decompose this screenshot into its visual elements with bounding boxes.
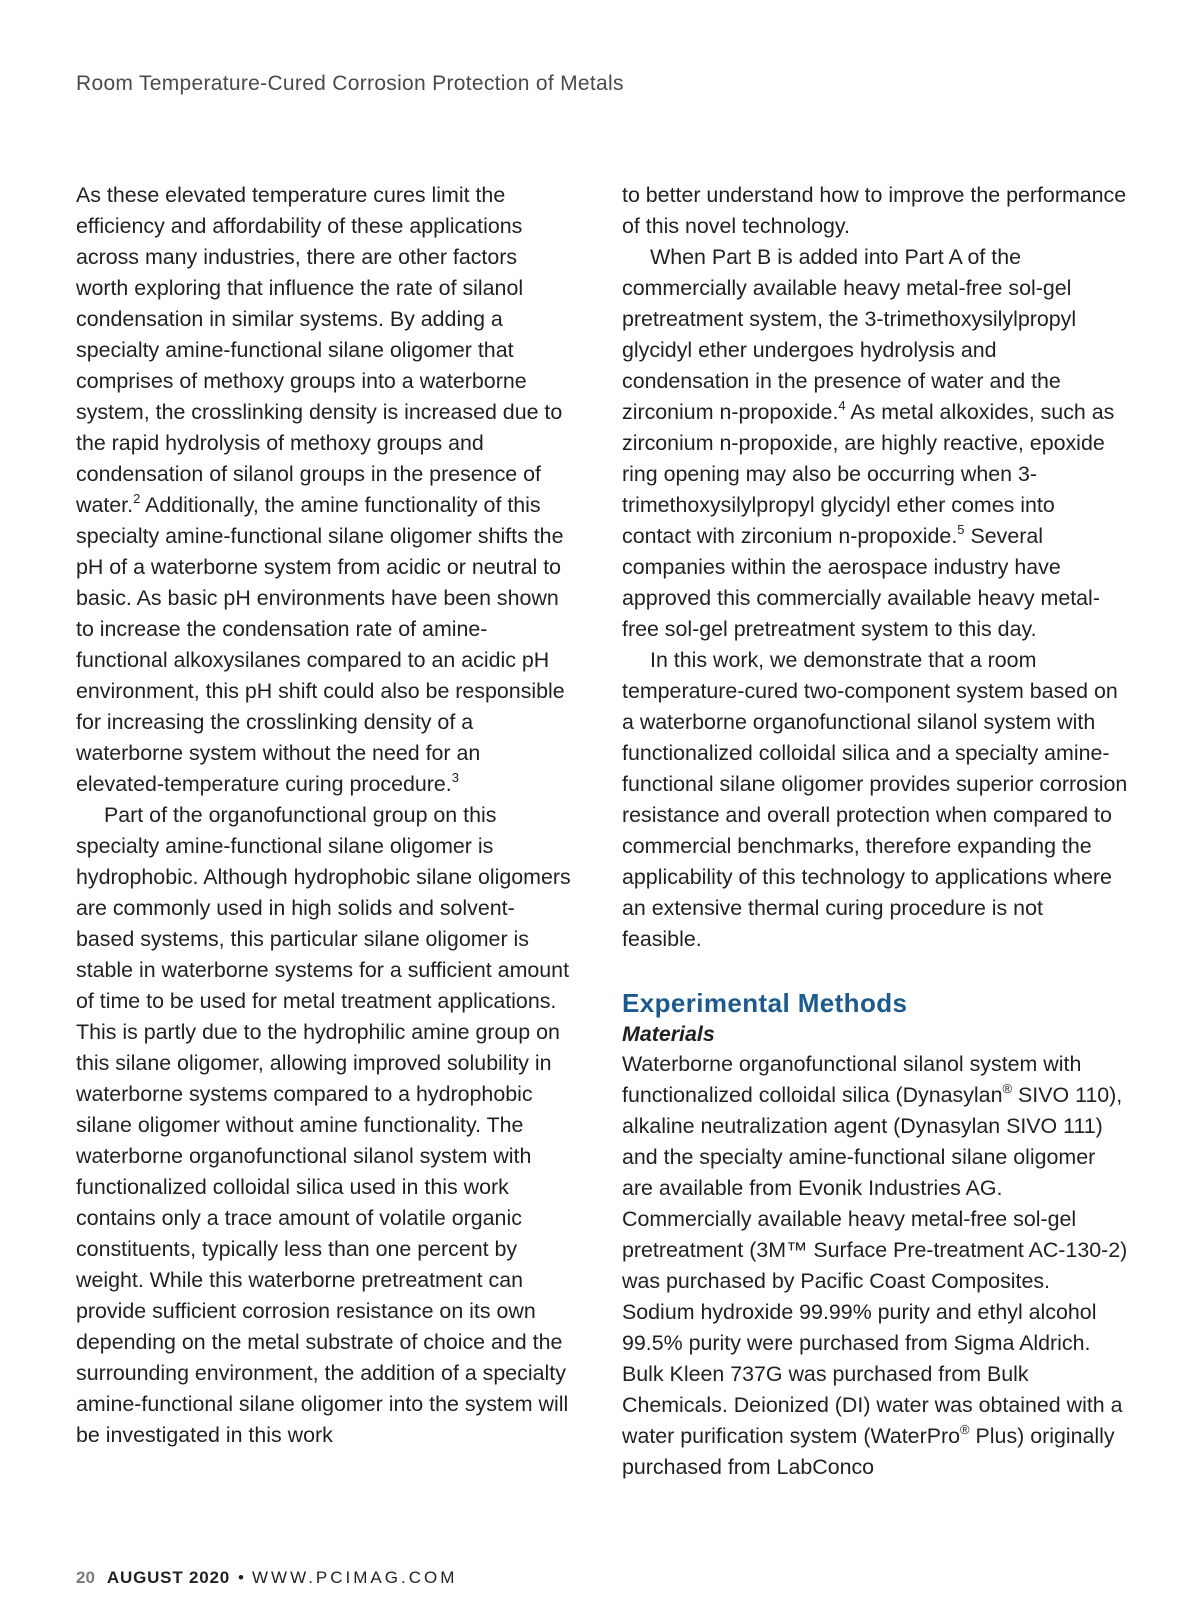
left-column — [76, 180, 572, 1451]
running-title: Room Temperature-Cured Corrosion Protection of Metals — [76, 72, 624, 95]
right-paragraph-1: to better understand how to improve the performance of this novel technology. — [622, 183, 1127, 238]
left-paragraph-1: As these elevated temperature cures limit the efficiency and affordability of these applications across many industries, there are other factors worth exploring that influence the rate of silanol condensation in similar systems. By adding a specialty amine-functional silane oligomer that comprises of methoxy groups into a waterborne system, the crosslinking density is increased due to the rapid hydrolysis of methoxy groups and condensation of silanol groups in the presence of water.$^2$ Additionally, the amine functionality of this specialty amine-functional silane oligomer shifts the pH of a waterborne system from acidic or neutral to basic. As basic pH environments have been shown to increase the condensation rate of amine-functional alkoxysilanes compared to an acidic pH environment, this pH shift could also be responsible for increasing the crosslinking density of a waterborne system without the need for an elevated-temperature curing procedure.$^3$ — [76, 183, 565, 796]
right-paragraph-3: In this work, we demonstrate that a room temperature-cured two-component system based on a waterborne organofunctional silanol system with functionalized colloidal silica and a specialty amine-functional silane oligomer provides superior corrosion resistance and overall protection when compared to commercial benchmarks, therefore expanding the applicability of this technology to applications where an extensive thermal curing procedure is not feasible. — [622, 648, 1128, 951]
right-paragraph-2: When Part B is added into Part A of the commercially available heavy metal-free sol-gel pretreatment system, the 3-trimethoxysilylpropyl glycidyl ether undergoes hydrolysis and condensation in the presence of water and the zirconium n-propoxide.$^4$ As metal alkoxides, such as zirconium n-propoxide, are highly reactive, epoxide ring opening may also be occurring when 3-trimethoxysilylpropyl glycidyl ether comes into contact with zirconium n-propoxide.$^5$ Several companies within the aerospace industry have approved this commercially available heavy metal-free sol-gel pretreatment system to this day. — [622, 245, 1115, 641]
issue-date: AUGUST 2020 — [106, 1568, 231, 1587]
left-paragraph-2: Part of the organofunctional group on this specialty amine-functional silane oligomer is hydrophobic. Although hydrophobic silane oligomers are commonly used in high solids and solvent-based systems, this particular silane oligomer is stable in waterborne systems for a sufficient amount of time to be used for metal treatment applications. This is partly due to the hydrophilic amine group on this silane oligomer, allowing improved solubility in waterborne systems compared to a hydrophobic silane oligomer without amine functionality. The waterborne organofunctional silanol system with functionalized colloidal silica used in this work contains only a trace amount of volatile organic constituents, typically less than one percent by weight. While this waterborne pretreatment can provide sufficient corrosion resistance on its own depending on the metal substrate of choice and the surrounding environment, the addition of a specialty amine-functional silane oligomer into the system will be investigated in this work — [76, 803, 571, 1447]
section-heading: Experimental Methods — [622, 988, 908, 1018]
footnote-ref: 2 — [133, 491, 141, 506]
page-number: 20 — [76, 1568, 95, 1587]
separator: • — [238, 1568, 244, 1587]
page-footer — [76, 1568, 457, 1588]
footnote-ref: 5 — [957, 522, 965, 537]
footnote-ref: 4 — [838, 398, 846, 413]
subheading: Materials — [622, 1022, 715, 1046]
footnote-ref: 3 — [451, 770, 459, 785]
registered-mark: ® — [960, 1422, 970, 1437]
website: WWW.PCIMAG.COM — [252, 1568, 458, 1587]
registered-mark: ® — [1002, 1081, 1013, 1096]
right-column — [622, 180, 1128, 1483]
materials-paragraph: Waterborne organofunctional silanol system with functionalized colloidal silica (Dynasylan® SIVO 110), alkaline neutralization agent (Dynasylan SIVO 111) and the specialty amine-functional silane oligomer are available from Evonik Industries AG. Commercially available heavy metal-free sol-gel pretreatment (3M™ Surface Pre-treatment AC-130-2) was purchased by Pacific Coast Composites. Sodium hydroxide 99.99% purity and ethyl alcohol 99.5% purity were purchased from Sigma Aldrich. Bulk Kleen 737G was purchased from Bulk Chemicals. Deionized (DI) water was obtained with a water purification system (WaterPro® Plus) originally purchased from LabConco — [622, 1052, 1128, 1479]
